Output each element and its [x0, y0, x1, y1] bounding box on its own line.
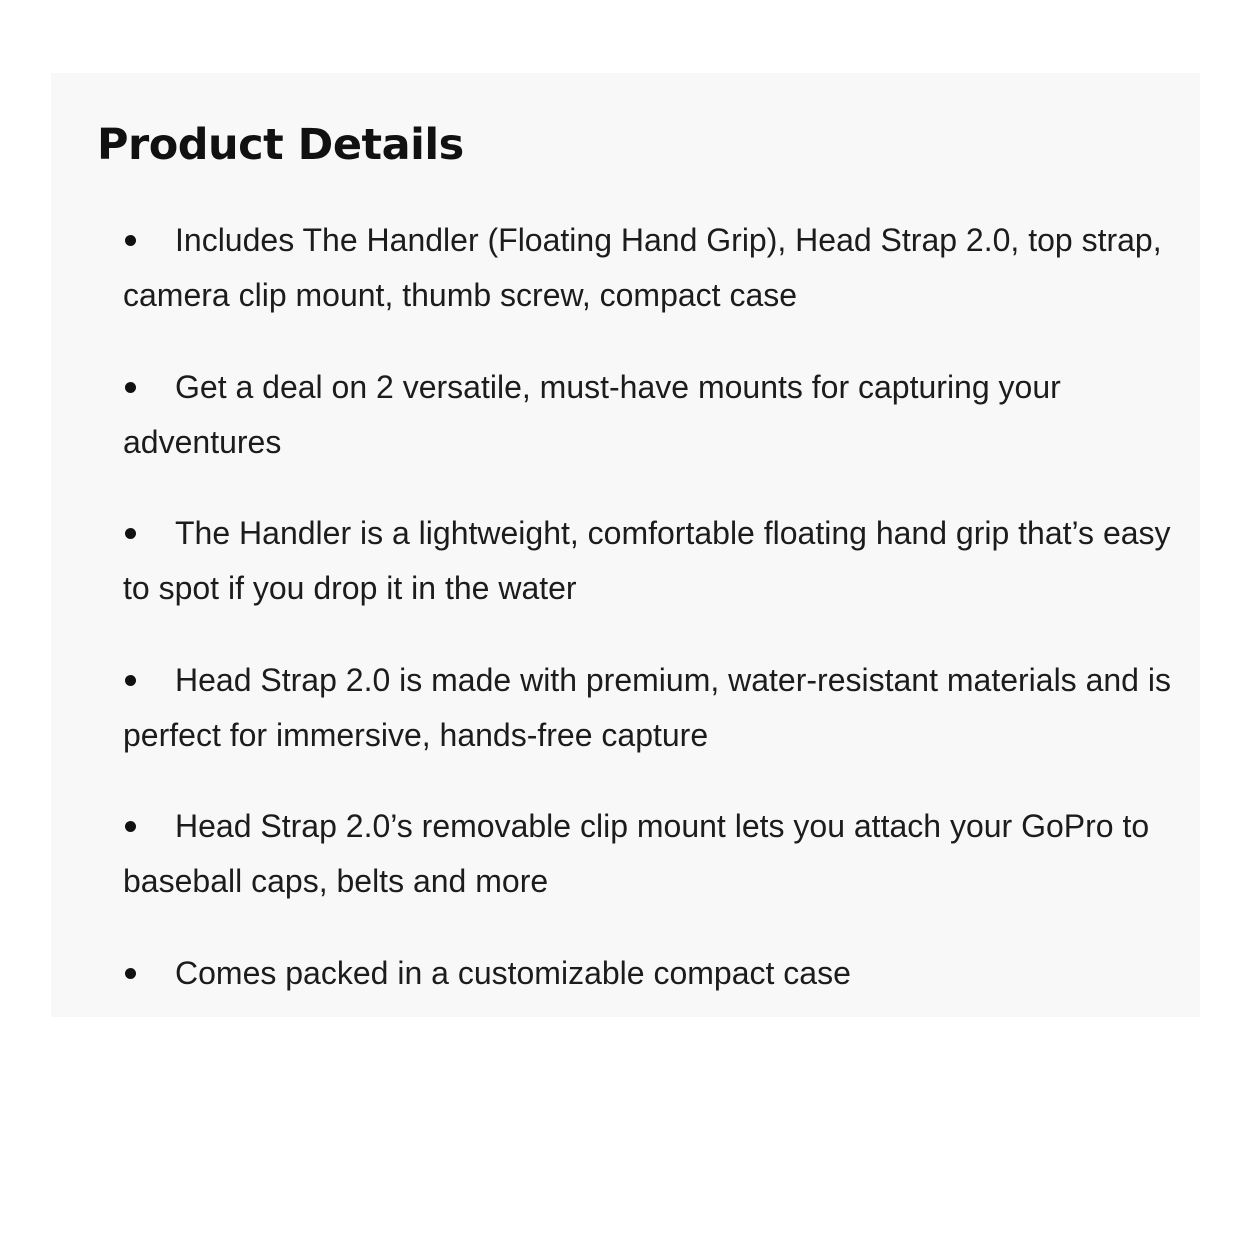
bullet-icon	[125, 382, 136, 393]
list-item	[123, 799, 1173, 909]
list-item-text: Includes The Handler (Floating Hand Grip), Head Strap 2.0, top strap, camera clip mount, thumb screw, compact case	[123, 222, 1162, 313]
list-item-text: Get a deal on 2 versatile, must-have mounts for capturing your adventures	[123, 368, 1061, 460]
list-item	[123, 653, 1173, 763]
section-title: Product Details	[97, 120, 464, 170]
list-item	[123, 946, 1173, 1001]
list-item-text: The Handler is a lightweight, comfortable floating hand grip that’s easy to spot if you drop it in the water	[123, 515, 1171, 606]
list-item-text: Head Strap 2.0 is made with premium, water-resistant materials and is perfect for immersive, hands-free capture	[123, 661, 1171, 753]
feature-list	[123, 213, 1173, 1001]
bullet-icon	[125, 528, 136, 539]
bullet-icon	[125, 235, 136, 246]
bullet-icon	[125, 821, 136, 832]
product-details-panel	[51, 73, 1200, 1017]
list-item-text: Head Strap 2.0’s removable clip mount lets you attach your GoPro to baseball caps, belts and more	[123, 808, 1150, 899]
list-item-text: Comes packed in a customizable compact case	[175, 954, 851, 991]
bullet-icon	[125, 968, 136, 979]
bullet-icon	[125, 675, 136, 686]
list-item	[123, 360, 1173, 470]
list-item	[123, 506, 1173, 616]
list-item	[123, 213, 1173, 323]
